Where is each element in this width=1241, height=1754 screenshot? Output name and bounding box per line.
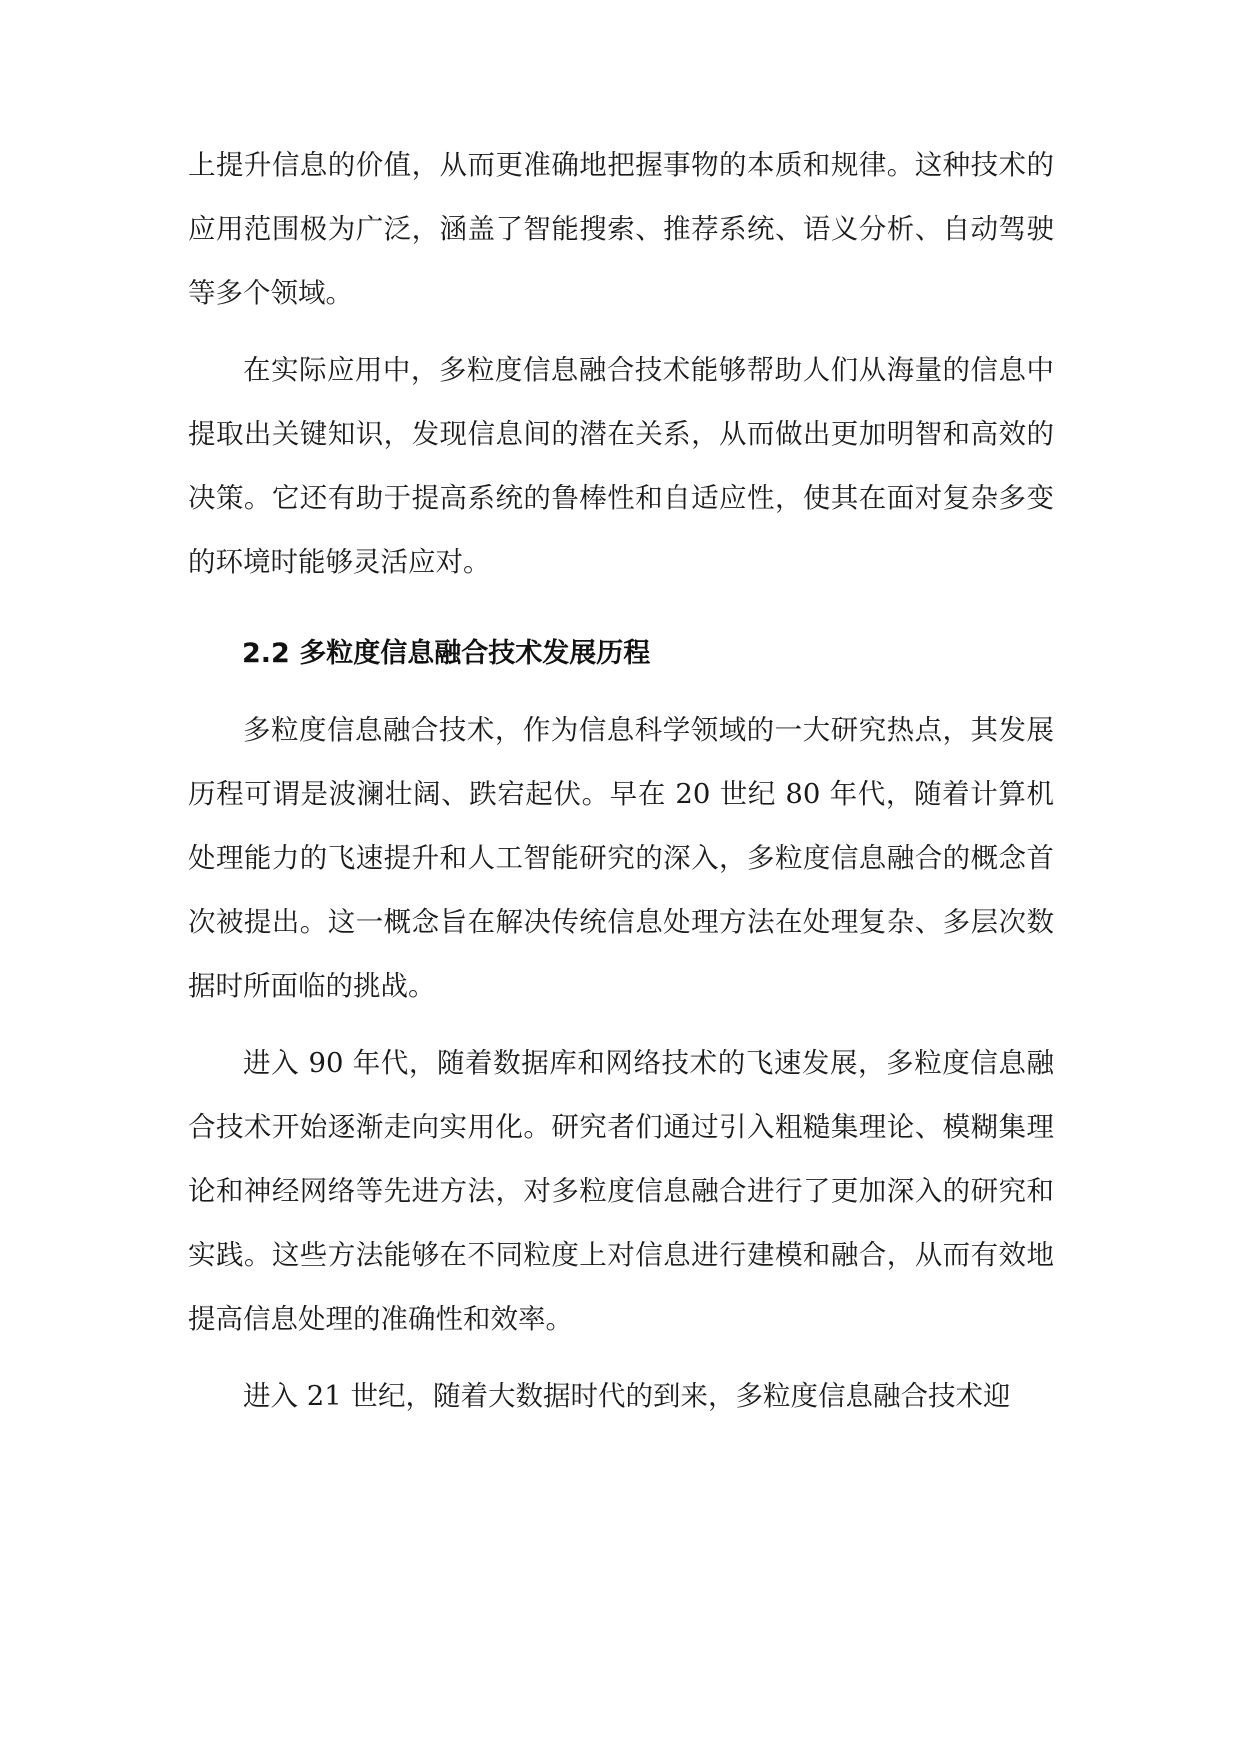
paragraph-history-1990s: 进入 90 年代，随着数据库和网络技术的飞速发展，多粒度信息融合技术开始逐渐走向实用化。研究者们通过引入粗糙集理论、模糊集理论和神经网络等先进方法，对多粒度信息融合进行了更加深入的研究和实践。这些方法能够在不同粒度上对信息进行建模和融合，从而有效地提高信息处理的准确性和效率。 <box>188 1047 1054 1335</box>
paragraph-continued: 上提升信息的价值，从而更准确地把握事物的本质和规律。这种技术的应用范围极为广泛，涵盖了智能搜索、推荐系统、语义分析、自动驾驶等多个领域。 <box>188 149 1054 309</box>
paragraph-history-21st-century: 进入 21 世纪，随着大数据时代的到来，多粒度信息融合技术迎 <box>243 1380 1011 1412</box>
paragraph-practical-application: 在实际应用中，多粒度信息融合技术能够帮助人们从海量的信息中提取出关键知识，发现信息间的潜在关系，从而做出更加明智和高效的决策。它还有助于提高系统的鲁棒性和自适应性，使其在面对复杂多变的环境时能够灵活应对。 <box>188 354 1054 578</box>
paragraph-history-1980s: 多粒度信息融合技术，作为信息科学领域的一大研究热点，其发展历程可谓是波澜壮阔、跌宕起伏。早在 20 世纪 80 年代，随着计算机处理能力的飞速提升和人工智能研究的深入，多粒度信息融合的概念首次被提出。这一概念旨在解决传统信息处理方法在处理复杂、多层次数据时所面临的挑战。 <box>188 714 1054 1002</box>
section-heading: 2.2 多粒度信息融合技术发展历程 <box>242 638 651 669</box>
document-body <box>188 133 1054 1441</box>
